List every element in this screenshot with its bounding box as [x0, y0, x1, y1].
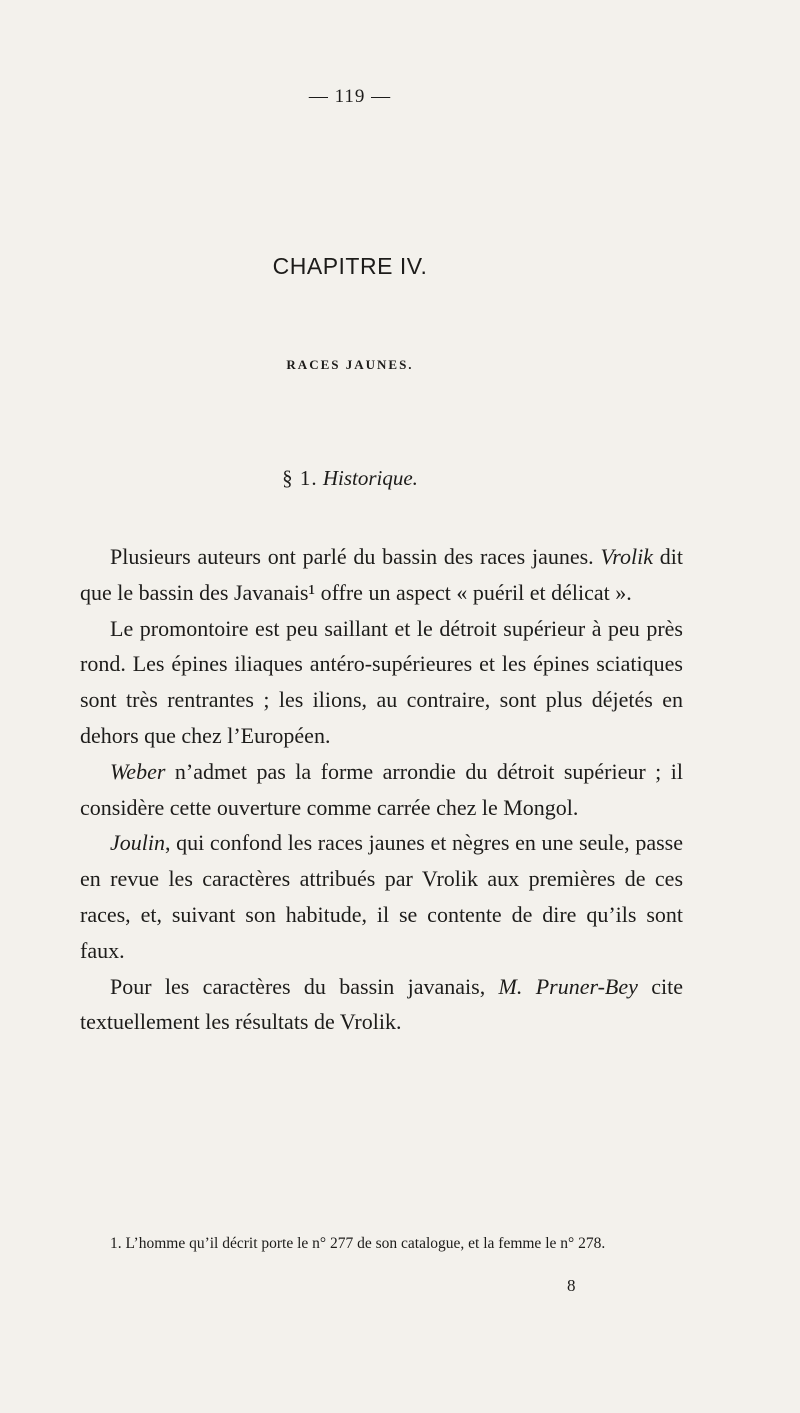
author-name: Weber	[110, 758, 166, 784]
author-name: M. Pruner-Bey	[498, 973, 638, 999]
paragraph	[80, 539, 683, 611]
text-run: Le promontoire est peu saillant et le détroit supérieur à peu près rond. Les épines iliaques antéro-supérieures et les épines sciatiques sont très rentrantes ; les ilions, au contraire, sont plus déjetés en dehors que chez l’Européen.	[80, 615, 683, 748]
text-run: Plusieurs auteurs ont parlé du bassin des races jaunes.	[110, 544, 601, 569]
text-run: n’admet pas la forme arrondie du détroit supérieur ; il considère cette ouverture comme carrée chez le Mongol.	[80, 758, 683, 820]
footnote-text: 1. L’homme qu’il décrit porte le n° 277 de son catalogue, et la femme le n° 278.	[110, 1235, 606, 1252]
signature-mark: 8	[567, 1276, 576, 1295]
subsection-number: § 1.	[282, 466, 318, 490]
subsection-title: Historique.	[322, 466, 418, 490]
page-number: — 119 —	[308, 86, 392, 107]
text-run: cite textuellement les résultats de Vrolik.	[80, 973, 683, 1035]
paragraph	[80, 969, 683, 1041]
paragraph	[80, 611, 683, 754]
footnote	[80, 1233, 683, 1255]
paragraph	[80, 754, 683, 826]
text-run: Pour les caractères du bassin javanais,	[110, 973, 499, 999]
text-run: dit que le bassin des Javanais¹ offre un aspect « puéril et délicat ».	[80, 544, 683, 605]
body-text	[80, 539, 683, 1040]
author-name: Joulin	[110, 830, 165, 856]
author-name: Vrolik	[600, 544, 653, 569]
paragraph	[80, 825, 683, 968]
text-run: , qui confond les races jaunes et nègres en une seule, passe en revue les caractères attribués par Vrolik aux premières de ces races, et, suivant son habitude, il se contente de dire qu’ils sont faux.	[80, 830, 683, 963]
subsection-heading	[0, 466, 700, 491]
chapter-title: CHAPITRE IV.	[272, 253, 428, 279]
section-title: RACES JAUNES.	[286, 357, 414, 372]
